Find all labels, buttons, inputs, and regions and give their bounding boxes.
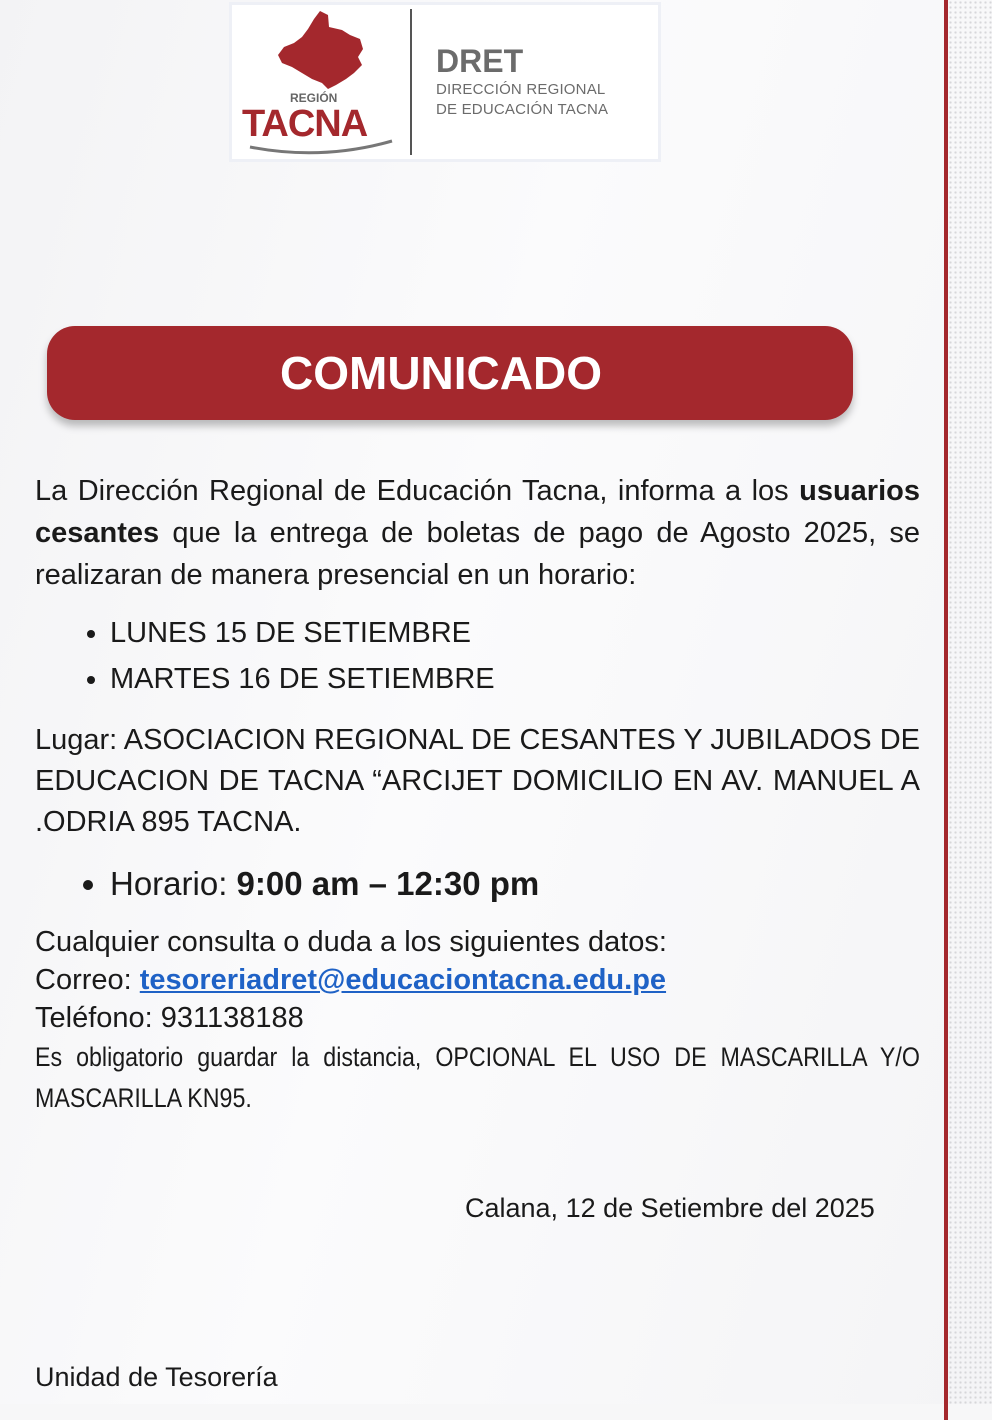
comunicado-banner [47,326,853,420]
phone-line [35,999,920,1037]
region-name: TACNA [242,103,368,145]
phone-number: 931138188 [160,1002,304,1034]
list-item: • LUNES 15 DE SETIEMBRE [110,610,920,656]
org-name-line2: DE EDUCACIÓN TACNA [436,101,609,118]
email-line [35,961,920,999]
header-logo [232,5,658,159]
org-name-line1: DIRECCIÓN REGIONAL [436,81,606,98]
region-label: REGIÓN [290,91,338,105]
list-item [110,859,920,909]
date-line: Calana, 12 de Setiembre del 2025 [465,1193,875,1223]
dotted-pattern [948,0,992,1404]
contact-intro: Cualquier consulta o duda a los siguientes datos: [35,926,667,958]
signature-unit: Unidad de Tesorería [35,1362,278,1392]
email-label: Correo: [35,964,140,996]
schedule-label: Horario: [110,865,237,902]
banner-title: COMUNICADO [280,347,602,399]
list-item: • MARTES 16 DE SETIEMBRE [110,656,920,702]
communique-body [35,470,920,1119]
intro-text-2: que la entrega de boletas de pago de Agosto 2025, se realizaran de manera presencial en un horario: [35,517,920,591]
dates-list [35,610,920,702]
intro-paragraph [35,470,920,596]
decorative-border [938,0,948,1420]
org-acronym: DRET [436,43,524,79]
email-link[interactable]: tesoreriadret@educaciontacna.edu.pe [139,964,667,996]
intro-text-1: La Dirección Regional de Educación Tacna, informa a los [35,475,800,507]
logo-divider [410,9,412,155]
region-tacna-logo [232,5,410,159]
schedule-list [35,859,920,909]
contact-block [35,923,920,1037]
phone-label: Teléfono: [35,1002,161,1034]
notice-paragraph: Es obligatorio guardar la distancia, OPCIONAL EL USO DE MASCARILLA Y/O MASCARILLA KN95. [35,1042,920,1113]
location-paragraph: Lugar: ASOCIACION REGIONAL DE CESANTES Y JUBILADOS DE EDUCACION DE TACNA “ARCIJET DOMICILIO EN AV. MANUEL A .ODRIA 895 TACNA. [35,724,920,838]
schedule-value: 9:00 am – 12:30 pm [236,865,540,902]
intro-bold: usuarios cesantes [35,475,920,549]
